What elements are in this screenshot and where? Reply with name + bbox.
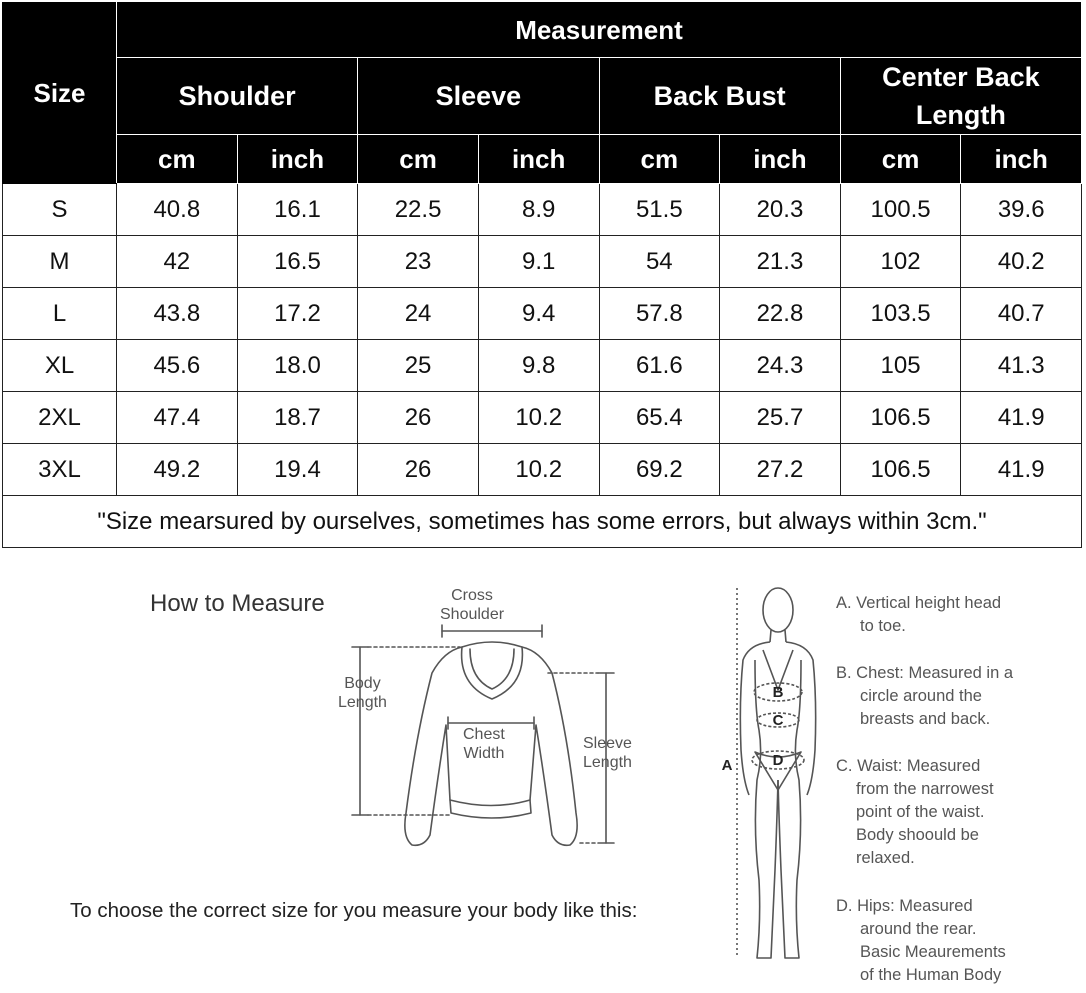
height-marker-a: A: [721, 757, 733, 774]
size-cell: XL: [3, 340, 117, 392]
legend-waist: [836, 755, 994, 870]
body-length-label-line: Body: [344, 675, 381, 692]
table-row: [3, 288, 1082, 340]
table-cell: 22.8: [720, 288, 841, 340]
legend-line: from the narrowest: [856, 780, 994, 798]
legend-line: C. Waist: Measured: [836, 757, 981, 775]
legend-line: Body shoould be: [856, 826, 979, 844]
sleeve-length-label-line: Sleeve: [583, 735, 632, 752]
table-cell: 16.1: [237, 184, 358, 236]
unit-header: cm: [117, 135, 238, 184]
legend-line: of the Human Body: [860, 966, 1002, 984]
table-cell: 41.3: [961, 340, 1082, 392]
group-header-shoulder: Shoulder: [117, 58, 358, 135]
table-cell: 9.1: [478, 236, 599, 288]
unit-header: cm: [840, 135, 961, 184]
legend-line: D. Hips: Measured: [836, 897, 973, 915]
table-cell: 8.9: [478, 184, 599, 236]
size-cell: S: [3, 184, 117, 236]
group-header-back-bust: Back Bust: [599, 58, 840, 135]
table-cell: 106.5: [840, 392, 961, 444]
sleeve-length-label-line: Length: [583, 754, 632, 771]
legend-height: [836, 592, 1001, 638]
table-cell: 19.4: [237, 444, 358, 496]
legend-line: B. Chest: Measured in a: [836, 664, 1014, 682]
choose-size-instruction: To choose the correct size for you measure your body like this:: [70, 899, 638, 922]
size-column-header: Size: [3, 3, 117, 184]
table-cell: 106.5: [840, 444, 961, 496]
table-cell: 17.2: [237, 288, 358, 340]
table-row: [3, 236, 1082, 288]
legend-line: A. Vertical height head: [836, 594, 1002, 612]
table-cell: 43.8: [117, 288, 238, 340]
unit-header: inch: [720, 135, 841, 184]
table-cell: 25.7: [720, 392, 841, 444]
table-cell: 103.5: [840, 288, 961, 340]
table-cell: 65.4: [599, 392, 720, 444]
table-cell: 16.5: [237, 236, 358, 288]
legend-line: relaxed.: [856, 849, 915, 867]
table-cell: 9.4: [478, 288, 599, 340]
size-cell: L: [3, 288, 117, 340]
cross-shoulder-label-line: Cross: [451, 587, 493, 604]
table-cell: 24.3: [720, 340, 841, 392]
legend-line: circle around the: [860, 687, 982, 705]
table-cell: 20.3: [720, 184, 841, 236]
table-cell: 27.2: [720, 444, 841, 496]
size-chart-table: [2, 2, 1082, 548]
waist-marker-c: C: [772, 712, 784, 729]
legend-line: to toe.: [860, 617, 906, 635]
table-cell: 102: [840, 236, 961, 288]
size-cell: M: [3, 236, 117, 288]
how-to-measure-title: How to Measure: [150, 590, 325, 617]
table-cell: 26: [358, 392, 479, 444]
unit-header: cm: [358, 135, 479, 184]
table-cell: 45.6: [117, 340, 238, 392]
table-cell: 21.3: [720, 236, 841, 288]
table-cell: 40.7: [961, 288, 1082, 340]
chest-width-label-line: Chest: [463, 726, 505, 743]
body-length-label-line: Length: [338, 694, 387, 711]
table-row: [3, 340, 1082, 392]
table-cell: 23: [358, 236, 479, 288]
table-cell: 9.8: [478, 340, 599, 392]
table-cell: 10.2: [478, 444, 599, 496]
table-cell: 26: [358, 444, 479, 496]
size-cell: 3XL: [3, 444, 117, 496]
group-header-center-back-length: Center Back Length: [840, 58, 1081, 135]
unit-header: inch: [961, 135, 1082, 184]
table-cell: 24: [358, 288, 479, 340]
table-row: [3, 184, 1082, 236]
measurement-note: "Size mearsured by ourselves, sometimes has some errors, but always within 3cm.": [3, 496, 1082, 548]
measurement-header: Measurement: [117, 3, 1082, 58]
table-cell: 105: [840, 340, 961, 392]
table-cell: 18.0: [237, 340, 358, 392]
legend-chest: [836, 662, 1013, 731]
table-row: [3, 392, 1082, 444]
table-cell: 40.2: [961, 236, 1082, 288]
sweater-diagram-icon: [330, 615, 650, 860]
chest-width-label-line: Width: [463, 745, 505, 762]
table-cell: 100.5: [840, 184, 961, 236]
table-cell: 25: [358, 340, 479, 392]
table-cell: 42: [117, 236, 238, 288]
table-cell: 41.9: [961, 392, 1082, 444]
chest-marker-b: B: [772, 684, 784, 701]
legend-line: breasts and back.: [860, 710, 991, 728]
table-cell: 10.2: [478, 392, 599, 444]
legend-line: Basic Meaurements: [860, 943, 1006, 961]
unit-header: inch: [237, 135, 358, 184]
legend-line: around the rear.: [860, 920, 977, 938]
human-body-figure-icon: [715, 580, 830, 975]
table-cell: 40.8: [117, 184, 238, 236]
unit-header: inch: [478, 135, 599, 184]
table-cell: 54: [599, 236, 720, 288]
table-cell: 22.5: [358, 184, 479, 236]
unit-header: cm: [599, 135, 720, 184]
table-cell: 51.5: [599, 184, 720, 236]
table-cell: 61.6: [599, 340, 720, 392]
cross-shoulder-label-line: Shoulder: [440, 606, 505, 623]
table-cell: 69.2: [599, 444, 720, 496]
table-cell: 39.6: [961, 184, 1082, 236]
hips-marker-d: D: [772, 752, 784, 769]
size-cell: 2XL: [3, 392, 117, 444]
table-note-row: [3, 496, 1082, 548]
legend-line: point of the waist.: [856, 803, 985, 821]
table-cell: 41.9: [961, 444, 1082, 496]
table-cell: 49.2: [117, 444, 238, 496]
table-cell: 18.7: [237, 392, 358, 444]
table-row: [3, 444, 1082, 496]
group-header-sleeve: Sleeve: [358, 58, 599, 135]
legend-hips: [836, 895, 1006, 987]
table-cell: 47.4: [117, 392, 238, 444]
table-cell: 57.8: [599, 288, 720, 340]
